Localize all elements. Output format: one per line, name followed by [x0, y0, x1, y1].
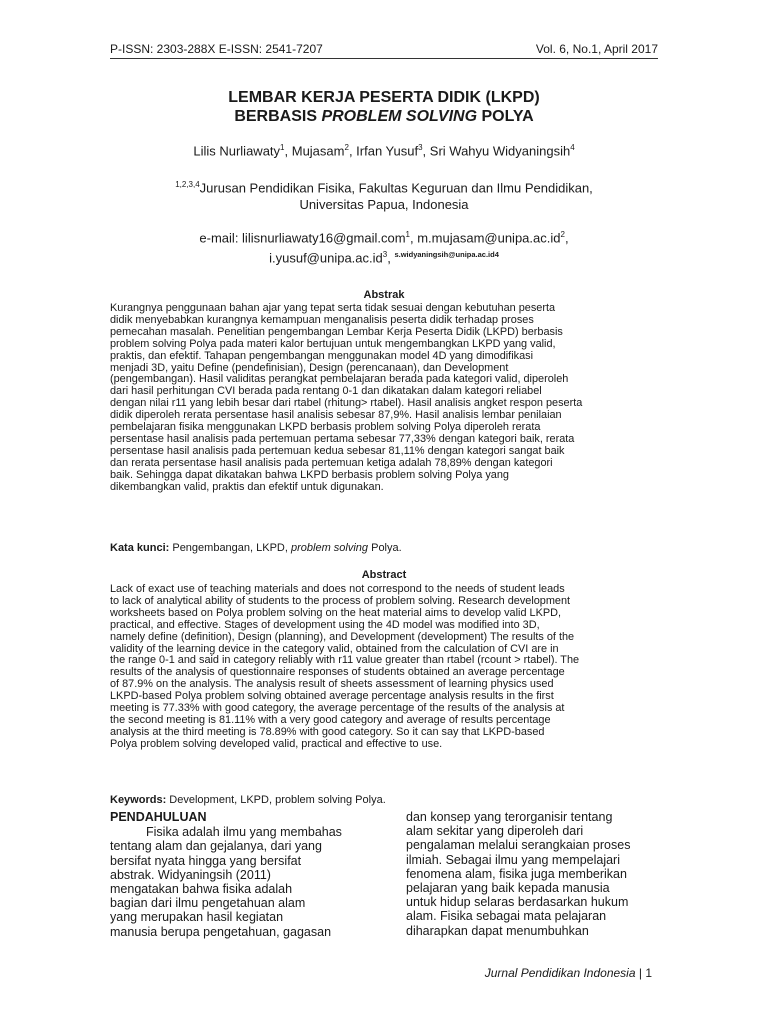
affiliation-line-2: Universitas Papua, Indonesia	[299, 197, 469, 213]
abstract-line: validity of the learning device in the category valid, obtained from the calculation of CVI are in	[110, 642, 559, 655]
author-sup: 4	[570, 143, 575, 152]
title-line-2	[110, 107, 658, 126]
paper-title	[110, 88, 658, 126]
intro-line: alam. Fisika sebagai mata pelajaran	[406, 909, 607, 924]
email-sep: ,	[387, 250, 395, 266]
abstrak-line: pembelajaran fisika menggunakan LKPD berbasis problem solving Polya diperoleh rerata	[110, 421, 541, 434]
footer-journal: Jurnal Pendidikan Indonesia	[484, 966, 636, 980]
abstract-line: meeting is 77.33% with good category, the average percentage of the results of the analysis at	[110, 702, 565, 715]
abstract-line: of 87.9% on the analysis. The analysis result of sheets assessment of learning physics used	[110, 678, 554, 691]
keywords	[110, 794, 658, 806]
abstract-heading: Abstract	[361, 569, 407, 581]
title-line-2-italic: PROBLEM SOLVING	[321, 108, 478, 125]
section-heading: PENDAHULUAN	[110, 810, 207, 824]
author-sup: 1	[280, 143, 285, 152]
abstrak-line: didik diperoleh rerata persentase hasil analisis sebesar 87,9%. Hasil analisis lembar penilaian	[110, 409, 562, 422]
kata-kunci	[110, 542, 658, 554]
keywords-label: Keywords:	[110, 794, 167, 806]
intro-line: manusia berupa pengetahuan, gagasan	[110, 924, 332, 939]
keywords-text: Development, LKPD, problem solving Polya.	[166, 794, 386, 806]
abstrak-line: menjadi 3D, yaitu Define (pendefinisian), Design (perencanaan), dan Development	[110, 361, 509, 374]
abstrak-line: (pengembangan). Hasil validitas perangkat pembelajaran berada pada kategori valid, diperoleh	[110, 373, 569, 386]
abstract-line: analysis at the third meeting is 78.89% with good category. So it can say that LKPD-based	[110, 725, 545, 738]
abstrak-line: persentase hasil analisis pada pertemuan pertama sebesar 77,33% dengan kategori baik, rerata	[110, 432, 575, 445]
abstract-line: Polya problem solving developed valid, practical and effective to use.	[110, 737, 443, 750]
abstrak-line: problem solving Polya pada materi kalor bertujuan untuk mengembangkan LKPD yang valid,	[110, 337, 556, 350]
kata-kunci-text: Pengembangan, LKPD,	[169, 542, 291, 554]
intro-line: yang merupakan hasil kegiatan	[110, 910, 284, 925]
intro-line: fenomena alam, fisika juga memberikan	[406, 866, 627, 881]
intro-line: bersifat nyata hingga yang bersifat	[110, 853, 302, 868]
author-sep: ,	[348, 143, 357, 159]
abstract-line: namely define (definition), Design (planning), and Development (development) The results of the	[110, 630, 575, 643]
affiliation-line-1: Jurusan Pendidikan Fisika, Fakultas Keguruan dan Ilmu Pendidikan,	[199, 180, 593, 196]
author-name: Sri Wahyu Widyaningsih	[429, 143, 571, 159]
kata-kunci-label: Kata kunci:	[110, 542, 170, 554]
affiliation-sup: 1,2,3,4	[175, 180, 200, 189]
abstrak-line: praktis, dan efektif. Tahapan pengembangan menggunakan model 4D yang dimodifikasi	[110, 349, 533, 362]
affiliation	[110, 176, 658, 213]
intro-line: tentang alam dan gejalanya, dari yang	[110, 839, 322, 854]
intro-line: abstrak. Widyaningsih (2011)	[110, 867, 271, 882]
email-sep: ,	[564, 230, 569, 246]
intro-line: untuk hidup selaras berdasarkan hukum	[406, 895, 629, 910]
abstract-line: to lack of analytical ability of students to the process of problem solving. Research development	[110, 594, 571, 607]
intro-line: bagian dari ilmu pengetahuan alam	[110, 896, 306, 911]
email-1-sup: 1	[405, 230, 410, 239]
abstract-line: practical, and effective. Stages of development using the 4D model was modified into 3D,	[110, 618, 540, 631]
abstrak-line: dan rerata persentase hasil analisis pada pertemuan ketiga adalah 78,89% dengan kategori	[110, 456, 553, 469]
abstract-line: worksheets based on Polya problem solving on the heat material aims to develop valid LKPD,	[110, 606, 561, 619]
author-sep: ,	[284, 143, 292, 159]
intro-line: pengalaman melalui serangkaian proses	[406, 838, 631, 853]
title-line-1: LEMBAR KERJA PESERTA DIDIK (LKPD)	[228, 89, 540, 106]
author-sup: 2	[344, 143, 349, 152]
volume-text: Vol. 6, No.1, April 2017	[535, 42, 658, 56]
abstrak-line: pemecahan masalah. Penelitian pengembangan Lembar Kerja Peserta Didik (LKPD) berbasis	[110, 325, 563, 338]
abstrak-line: dengan nilai r11 yang lebih besar dari rtabel (rhitung> rtabel). Hasil analisis angket respon peserta	[110, 397, 583, 410]
abstrak-line: dari hasil perhitungan CVI berada pada rentang 0-1 dan dikatakan dalam kategori reliabel	[110, 385, 542, 398]
author-sup: 3	[418, 143, 423, 152]
intro-line: alam sekitar yang diperoleh dari	[406, 824, 584, 839]
intro-line: ilmiah. Sebagai ilmu yang mempelajari	[406, 852, 620, 867]
intro-line: diharapkan dapat menumbuhkan	[406, 923, 589, 938]
abstrak-line: didik menyebabkan kurangnya kemampuan menganalisis peserta didik terhadap proses	[110, 313, 534, 326]
abstrak-line: dikembangkan valid, praktis dan efektif untuk digunakan.	[110, 480, 384, 493]
kata-kunci-italic: problem solving	[291, 542, 369, 554]
author-list	[110, 143, 658, 158]
email-2: m.mujasam@unipa.ac.id	[417, 230, 561, 246]
footer-sep: |	[635, 966, 646, 980]
abstrak-body	[110, 303, 658, 494]
page-footer	[485, 966, 652, 980]
email-1: lilisnurliawaty16@gmail.com	[242, 230, 406, 246]
page-number: 1	[645, 966, 652, 980]
email-block	[110, 226, 658, 267]
author-name: Irfan Yusuf	[356, 143, 419, 159]
abstract-line: results of the analysis of questionnaire responses of students obtained an average percentage	[110, 666, 565, 679]
running-header	[110, 42, 658, 56]
email-4: s.widyaningsih@unipa.ac.id4	[394, 250, 499, 260]
kata-kunci-post: Polya.	[368, 542, 402, 554]
abstrak-heading: Abstrak	[363, 289, 405, 301]
intro-line: dan konsep yang terorganisir tentang	[406, 810, 613, 824]
intro-column-left	[110, 810, 362, 939]
abstrak-line: baik. Sehingga dapat dikatakan bahwa LKPD berbasis problem solving Polya yang	[110, 468, 509, 481]
intro-line: Fisika adalah ilmu yang membahas	[146, 825, 342, 840]
title-line-2-pre: BERBASIS	[234, 108, 322, 125]
intro-line: mengatakan bahwa fisika adalah	[110, 882, 293, 897]
email-2-sup: 2	[560, 230, 565, 239]
author-name: Lilis Nurliawaty	[193, 143, 281, 159]
email-prefix: e-mail:	[199, 230, 243, 246]
header-divider	[110, 58, 658, 59]
abstract-line: the range 0-1 and said in category reliably with r11 value greater than rtabel (rcount > rtabel). The	[110, 654, 580, 667]
email-sep: ,	[409, 230, 418, 246]
abstract-line: LKPD-based Polya problem solving obtained average percentage analysis results in the first	[110, 690, 554, 703]
email-3-sup: 3	[382, 250, 388, 260]
title-line-2-post: POLYA	[477, 108, 534, 125]
abstrak-line: Kurangnya penggunaan bahan ajar yang tepat serta tidak sesuai dengan kebutuhan peserta	[110, 302, 556, 314]
email-3: i.yusuf@unipa.ac.id	[269, 250, 383, 266]
intro-column-right	[406, 810, 658, 938]
abstract-body	[110, 584, 658, 751]
abstract-line: Lack of exact use of teaching materials and does not correspond to the needs of student leads	[110, 583, 565, 595]
issn-text: P-ISSN: 2303-288X E-ISSN: 2541-7207	[110, 42, 323, 56]
abstract-line: the second meeting is 81.11% with a very good category and average of results percentage	[110, 713, 551, 726]
abstrak-line: persentase hasil analisis pada pertemuan kedua sebesar 81,11% dengan kategori sangat baik	[110, 444, 565, 457]
intro-line: pelajaran yang baik kepada manusia	[406, 881, 610, 896]
author-name: Mujasam	[291, 143, 345, 159]
author-sep: ,	[422, 143, 430, 159]
